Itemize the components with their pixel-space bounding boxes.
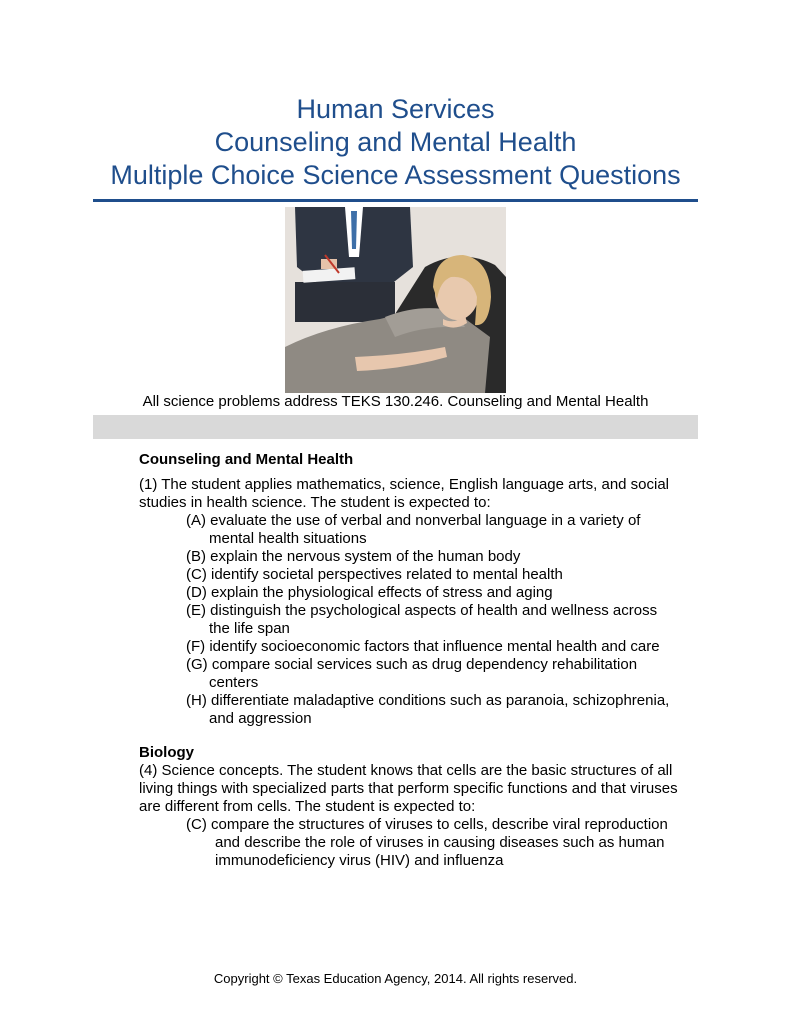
- section-heading-biology: Biology: [139, 744, 194, 761]
- list-item: [186, 656, 698, 692]
- section2-intro-line2: living things with specialized parts that perform specific functions and that viruses: [139, 780, 678, 797]
- list-item-line1: (B) explain the nervous system of the human body: [186, 548, 521, 565]
- list-item-line2: the life span: [209, 620, 290, 637]
- title-line-2: Counseling and Mental Health: [214, 127, 577, 157]
- section1-intro-line2: studies in health science. The student is expected to:: [139, 494, 491, 511]
- list-item: [186, 548, 698, 566]
- section-heading-counseling: Counseling and Mental Health: [139, 451, 354, 468]
- list-item-line2: mental health situations: [209, 530, 367, 547]
- counseling-session-photo: [285, 207, 506, 393]
- list-item: [186, 692, 698, 728]
- list-item-line2: and describe the role of viruses in causing diseases such as human: [215, 834, 665, 851]
- list-item: [186, 602, 698, 638]
- list-item-line1: (H) differentiate maladaptive conditions such as paranoia, schizophrenia,: [186, 692, 670, 709]
- list-item: [186, 512, 698, 548]
- list-item-line1: (C) compare the structures of viruses to cells, describe viral reproduction: [186, 816, 668, 833]
- title-rule: [93, 199, 698, 202]
- list-item-line1: (E) distinguish the psychological aspects of health and wellness across: [186, 602, 658, 619]
- section-divider-bar: [93, 415, 698, 439]
- list-item-line2: and aggression: [209, 710, 312, 727]
- title-line-1: Human Services: [296, 94, 495, 124]
- section1-intro-line1: (1) The student applies mathematics, science, English language arts, and social: [139, 476, 670, 493]
- list-item-line1: (A) evaluate the use of verbal and nonverbal language in a variety of: [186, 512, 641, 529]
- list-item: [186, 816, 698, 870]
- list-item-line1: (G) compare social services such as drug dependency rehabilitation: [186, 656, 638, 673]
- list-item-line2: centers: [209, 674, 259, 691]
- list-item-line1: (D) explain the physiological effects of stress and aging: [186, 584, 553, 601]
- section2-intro-line3: are different from cells. The student is expected to:: [139, 798, 476, 815]
- list-item: [186, 638, 698, 656]
- list-item-line1: (F) identify socioeconomic factors that influence mental health and care: [186, 638, 660, 655]
- title-line-3: Multiple Choice Science Assessment Questions: [110, 160, 681, 190]
- copyright-footer: Copyright © Texas Education Agency, 2014. All rights reserved.: [213, 971, 578, 986]
- list-item: [186, 584, 698, 602]
- section2-intro-line1: (4) Science concepts. The student knows that cells are the basic structures of all: [139, 762, 673, 779]
- teks-note: All science problems address TEKS 130.246. Counseling and Mental Health: [142, 393, 649, 410]
- list-item: [186, 566, 698, 584]
- list-item-line1: (C) identify societal perspectives related to mental health: [186, 566, 563, 583]
- list-item-line3: immunodeficiency virus (HIV) and influenza: [215, 852, 504, 869]
